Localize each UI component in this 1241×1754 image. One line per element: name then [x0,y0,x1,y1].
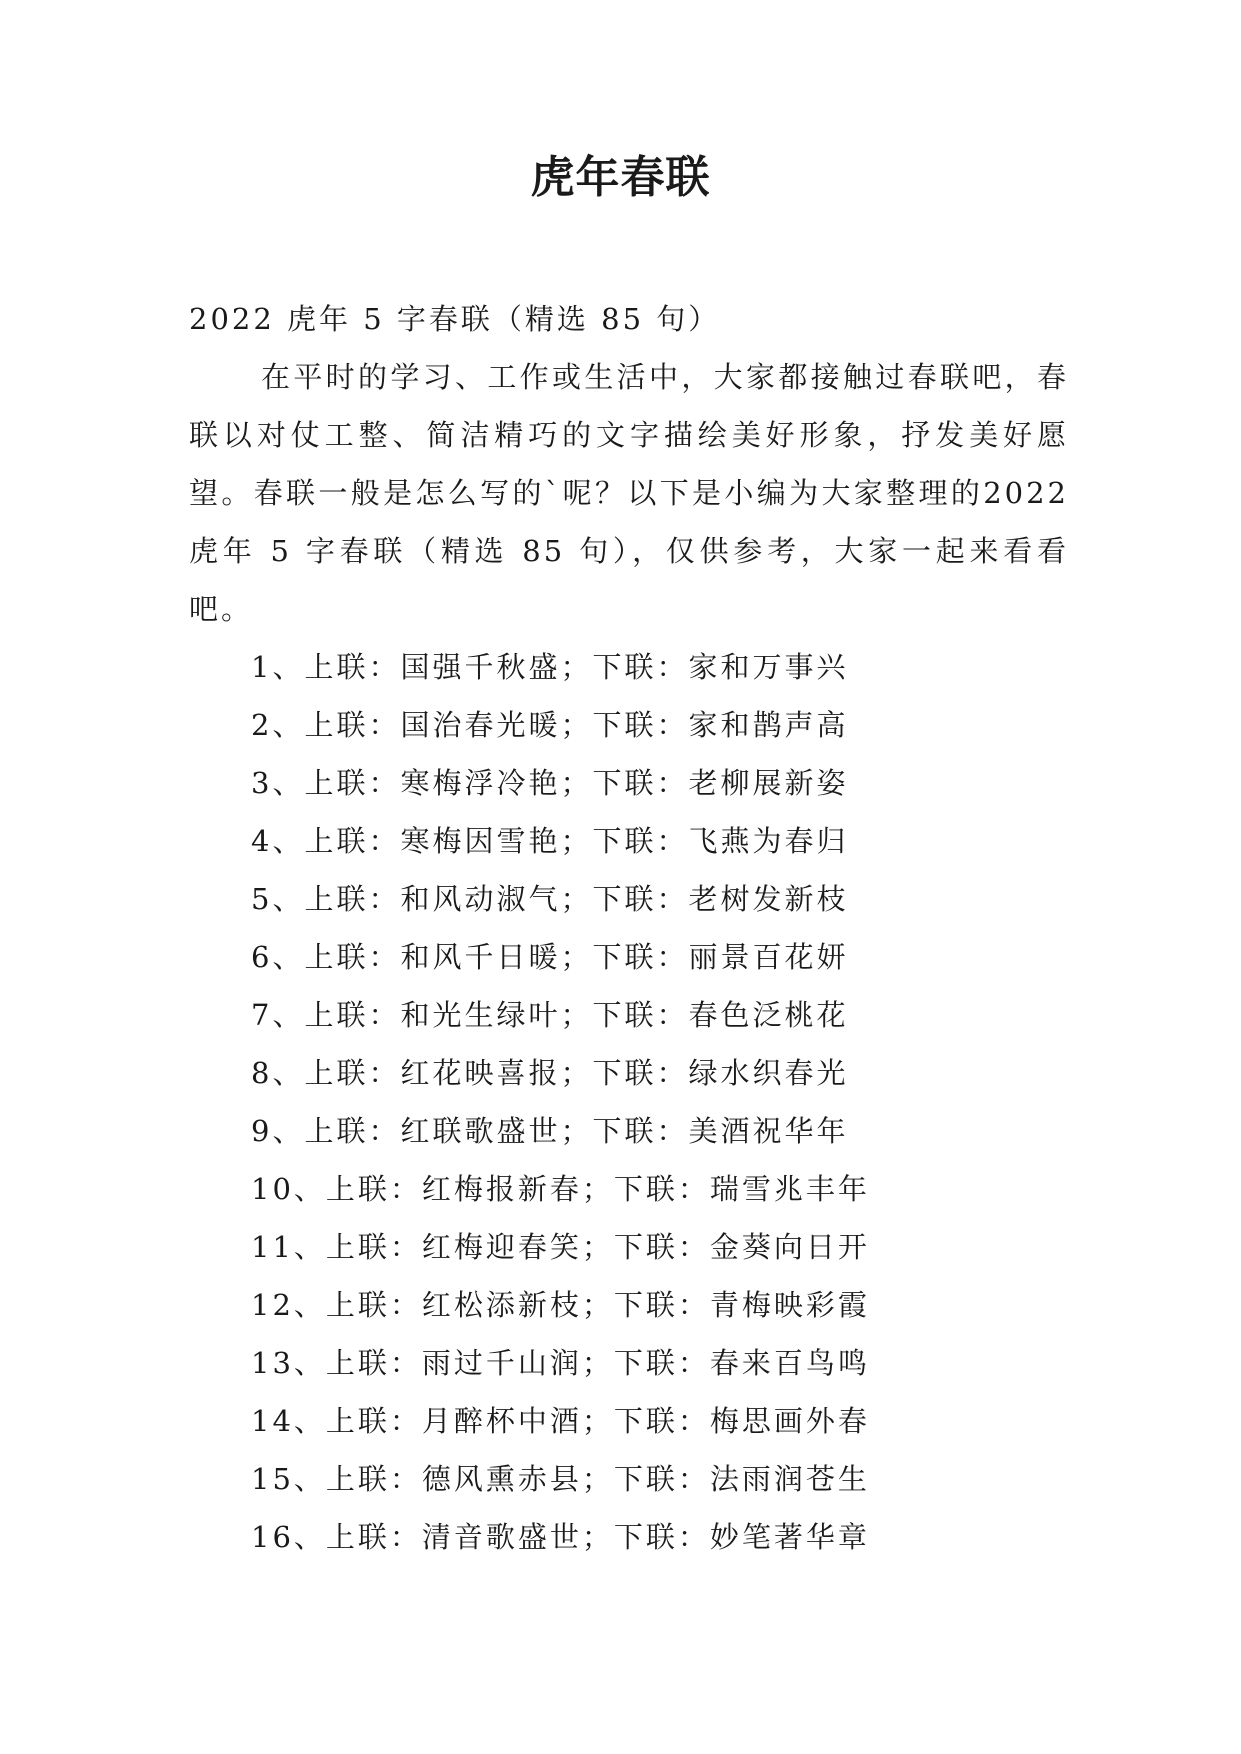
couplet-item: 1、上联：国强千秋盛；下联：家和万事兴 [251,650,849,684]
couplet-item: 10、上联：红梅报新春；下联：瑞雪兆丰年 [251,1172,870,1206]
couplet-item: 11、上联：红梅迎春笑；下联：金葵向日开 [251,1230,870,1264]
couplet-list [189,638,1069,1566]
couplet-item: 2、上联：国治春光暖；下联：家和鹊声高 [251,708,849,742]
couplet-item: 16、上联：清音歌盛世；下联：妙笔著华章 [251,1520,870,1554]
intro-paragraph: 在平时的学习、工作或生活中，大家都接触过春联吧，春联以对仗工整、简洁精巧的文字描绘美好形象，抒发美好愿望。春联一般是怎么写的`呢？以下是小编为大家整理的2022 虎年 5 字春联（精选 85 句），仅供参考，大家一起来看看吧。 [189,360,1069,626]
couplet-item: 14、上联：月醉杯中酒；下联：梅思画外春 [251,1404,870,1438]
couplet-item: 3、上联：寒梅浮冷艳；下联：老柳展新姿 [251,766,849,800]
couplet-item: 9、上联：红联歌盛世；下联：美酒祝华年 [251,1114,849,1148]
document-subtitle: 2022 虎年 5 字春联（精选 85 句） [189,302,721,336]
couplet-item: 12、上联：红松添新枝；下联：青梅映彩霞 [251,1288,870,1322]
couplet-item: 7、上联：和光生绿叶；下联：春色泛桃花 [251,998,849,1032]
couplet-item: 4、上联：寒梅因雪艳；下联：飞燕为春归 [251,824,849,858]
couplet-item: 5、上联：和风动淑气；下联：老树发新枝 [251,882,849,916]
document-body [189,290,1069,1566]
couplet-item: 15、上联：德风熏赤县；下联：法雨润苍生 [251,1462,870,1496]
couplet-item: 13、上联：雨过千山润；下联：春来百鸟鸣 [251,1346,870,1380]
couplet-item: 6、上联：和风千日暖；下联：丽景百花妍 [251,940,849,974]
couplet-item: 8、上联：红花映喜报；下联：绿水织春光 [251,1056,849,1090]
page-title: 虎年春联 [530,152,711,203]
